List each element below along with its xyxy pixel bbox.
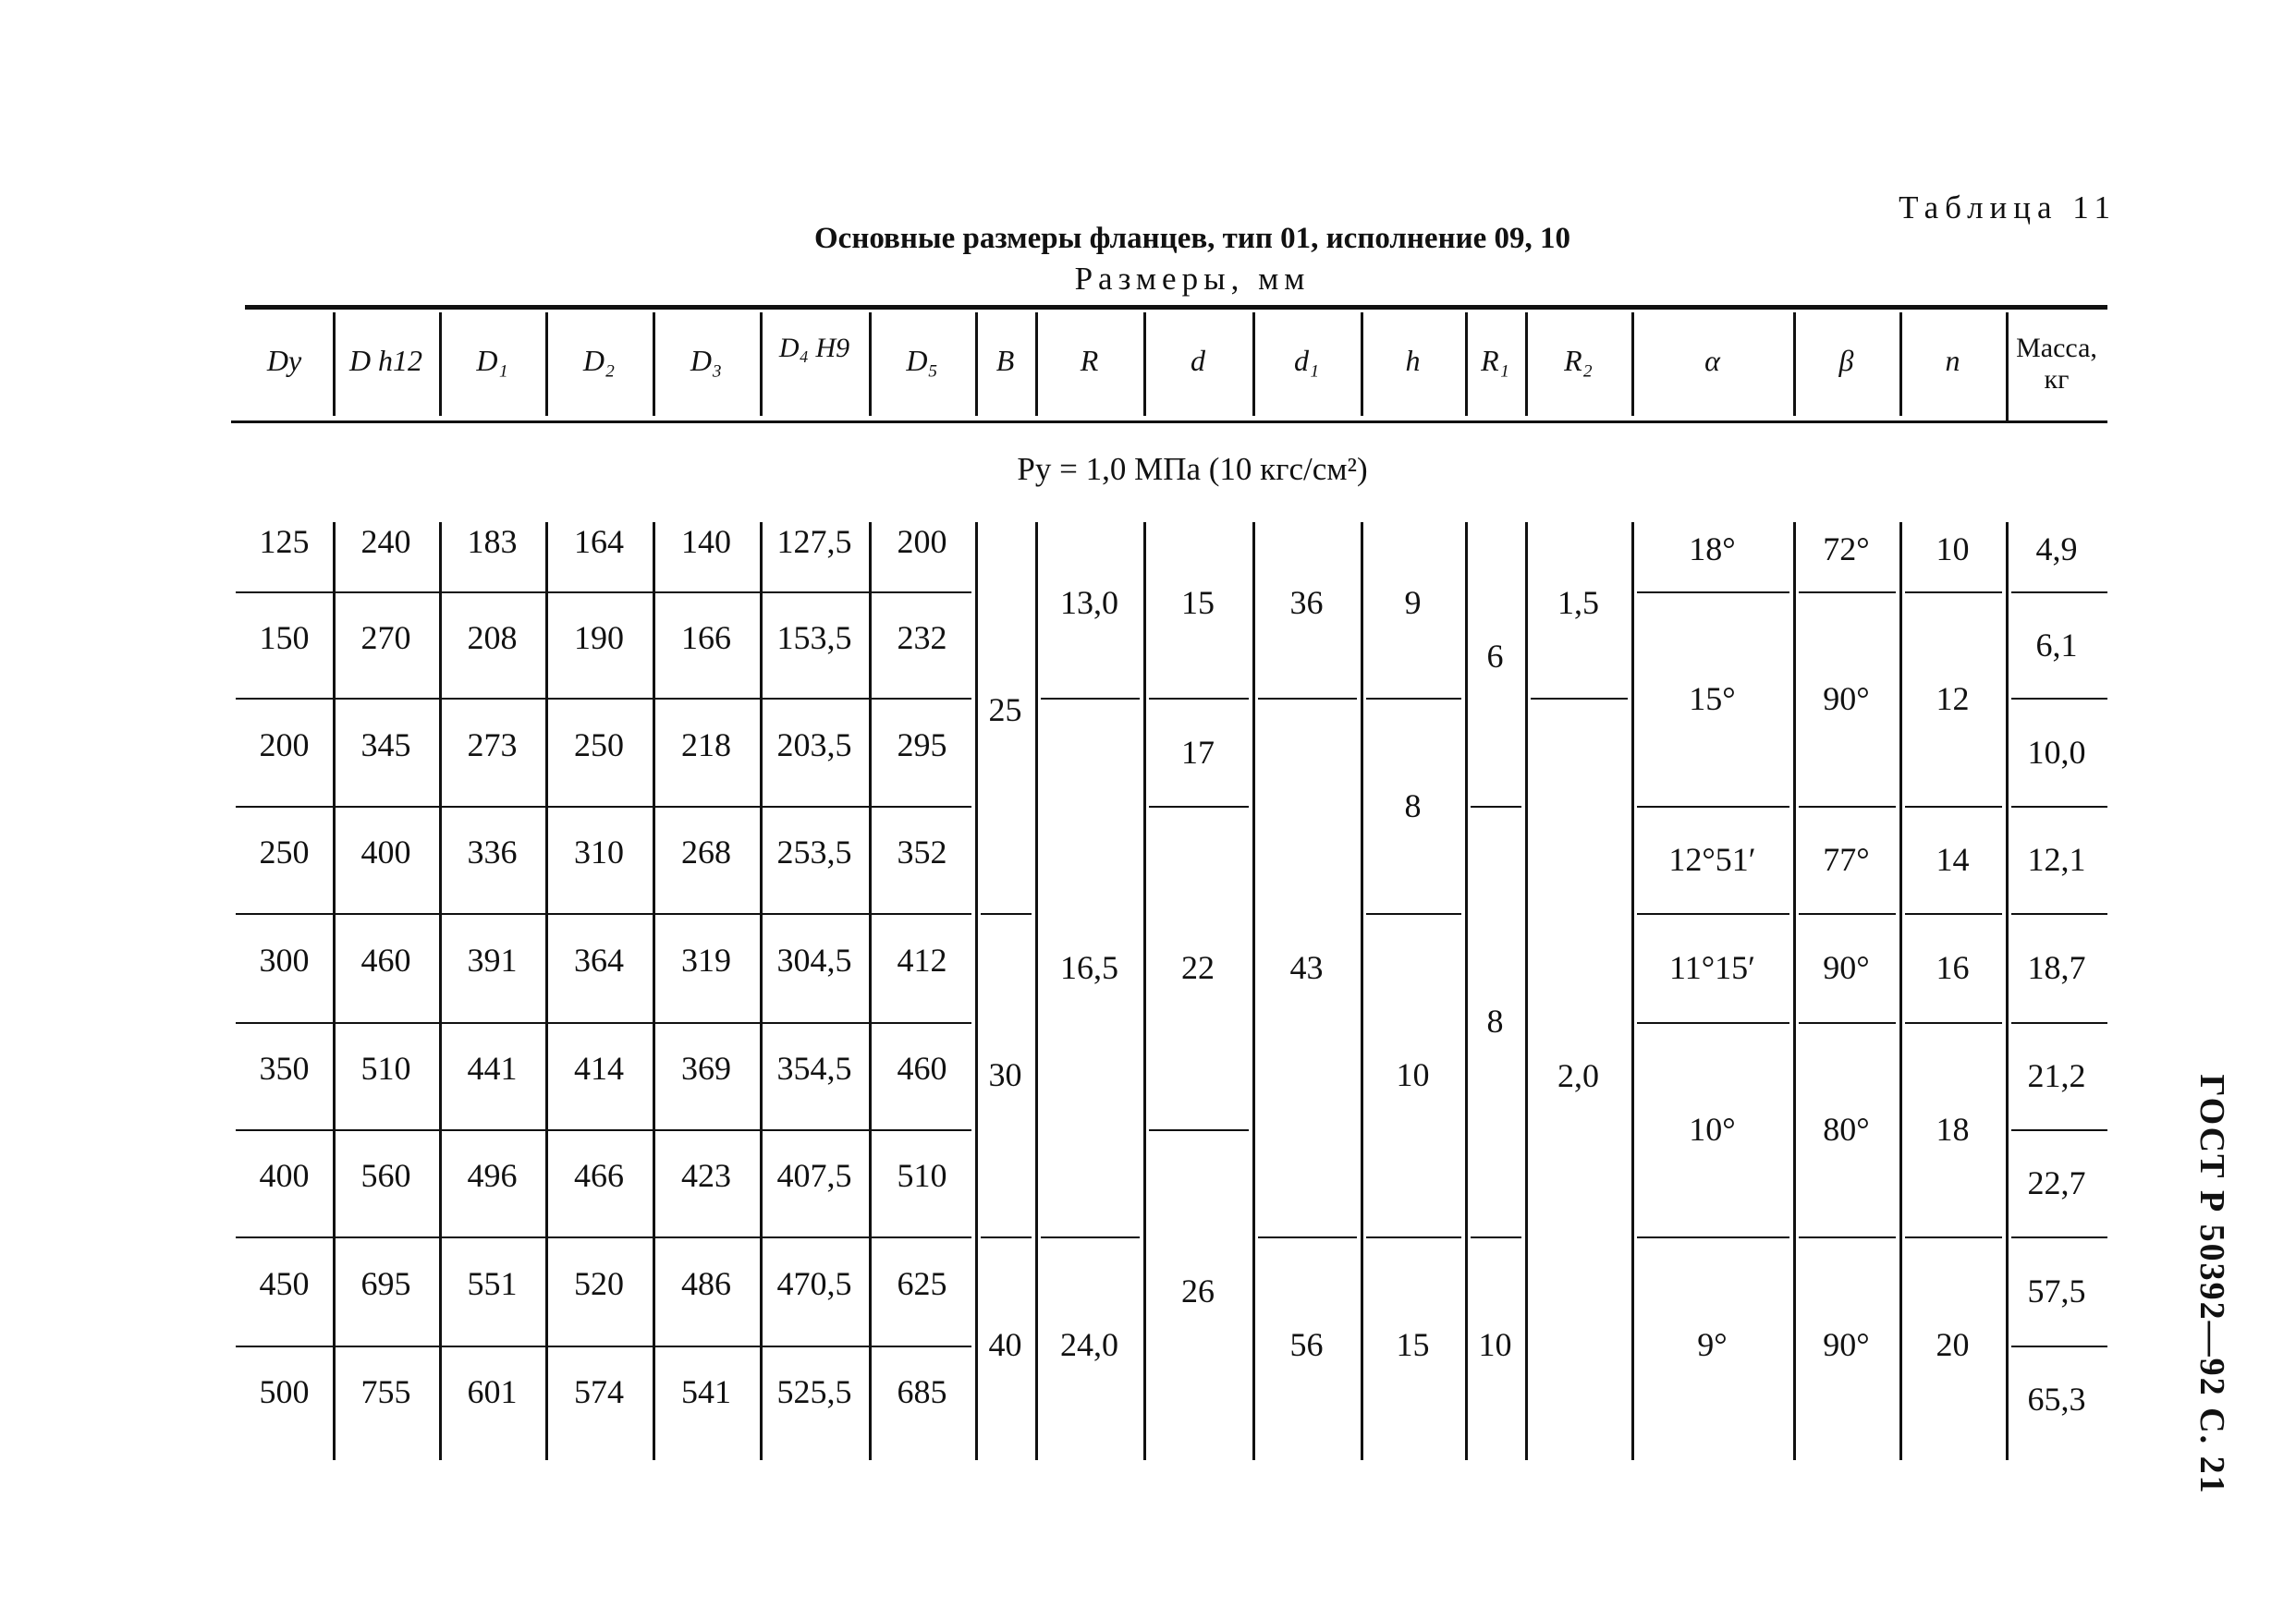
table-column-rule [1899, 522, 1902, 1460]
cell-d5: 685 [897, 1373, 947, 1410]
cell-d3: 369 [681, 1050, 731, 1087]
cell-dy: 125 [259, 523, 310, 560]
cell-beta: 72° [1823, 530, 1870, 567]
cell-d2: 310 [574, 834, 624, 871]
table-rule [2011, 698, 2107, 700]
cell-d4-h9: 354,5 [776, 1050, 852, 1087]
cell-d4-h9: 253,5 [776, 834, 852, 871]
table-rule [236, 698, 971, 700]
table-rule [236, 806, 971, 808]
cell-d2: 466 [574, 1157, 624, 1194]
table-rule [2011, 1236, 2107, 1238]
table-subtitle: Размеры, мм [1074, 261, 1311, 297]
table-column-rule [333, 522, 336, 1460]
cell-beta: 90° [1823, 949, 1870, 986]
cell-d-h12: 240 [360, 523, 411, 560]
table-rule [2011, 591, 2107, 593]
cell-d-h12: 460 [360, 942, 411, 979]
table-rule [1905, 913, 2002, 915]
cell-d4-h9: 470,5 [776, 1265, 852, 1302]
cell-d1-small: 36 [1289, 583, 1324, 621]
cell-dy: 500 [259, 1373, 310, 1410]
cell-r: 24,0 [1060, 1326, 1118, 1363]
cell-n: 16 [1936, 949, 1970, 986]
hdr-d-h12: D h12 [348, 344, 423, 377]
cell-d2: 250 [574, 725, 624, 763]
cell-dy: 300 [259, 942, 310, 979]
table-rule [236, 1346, 971, 1347]
cell-h: 8 [1404, 786, 1422, 824]
hdr-d2: D₂ [582, 344, 616, 377]
cell-d3: 319 [681, 942, 731, 979]
cell-mass: 22,7 [2027, 1164, 2086, 1201]
cell-b: 30 [988, 1056, 1022, 1093]
cell-alpha: 18° [1689, 530, 1736, 567]
cell-b: 40 [988, 1326, 1022, 1363]
table-rule [1471, 806, 1521, 808]
cell-d4-h9: 203,5 [776, 725, 852, 763]
hdr-mass: Масса, кг [2016, 333, 2097, 395]
table-rule [236, 1236, 971, 1238]
cell-d3: 166 [681, 618, 731, 656]
cell-h: 15 [1396, 1326, 1430, 1363]
table-rule [1149, 1129, 1249, 1131]
cell-d-h12: 695 [360, 1265, 411, 1302]
cell-mass: 12,1 [2027, 841, 2086, 878]
cell-mass: 57,5 [2027, 1273, 2086, 1309]
cell-d5: 295 [897, 725, 947, 763]
cell-d-h12: 560 [360, 1157, 411, 1194]
cell-d: 26 [1181, 1273, 1215, 1309]
cell-d1: 441 [467, 1050, 518, 1087]
cell-d1-small: 56 [1289, 1326, 1324, 1363]
cell-d5: 200 [897, 523, 947, 560]
cell-dy: 250 [259, 834, 310, 871]
cell-d3: 541 [681, 1373, 731, 1410]
cell-d: 22 [1181, 949, 1215, 986]
cell-r1: 8 [1486, 1003, 1504, 1040]
table-rule [1799, 1022, 1896, 1024]
cell-d2: 190 [574, 618, 624, 656]
cell-mass: 65,3 [2027, 1381, 2086, 1418]
cell-d5: 460 [897, 1050, 947, 1087]
cell-r2: 1,5 [1557, 583, 1599, 621]
table-column-rule [760, 522, 763, 1460]
hdr-r: R [1080, 344, 1099, 377]
cell-n: 10 [1936, 530, 1970, 567]
table-column-rule [760, 312, 763, 416]
cell-d5: 232 [897, 618, 947, 656]
cell-beta: 90° [1823, 680, 1870, 717]
hdr-b: B [995, 344, 1015, 377]
cell-r: 16,5 [1060, 948, 1118, 986]
table-rule [236, 913, 971, 915]
cell-alpha: 12°51′ [1668, 841, 1756, 878]
cell-alpha: 10° [1689, 1111, 1736, 1148]
cell-d4-h9: 407,5 [776, 1157, 852, 1194]
cell-d2: 364 [574, 942, 624, 979]
table-rule [2011, 1129, 2107, 1131]
table-column-rule [439, 522, 442, 1460]
cell-r1: 6 [1486, 638, 1504, 675]
table-rule [1905, 806, 2002, 808]
cell-n: 12 [1936, 680, 1970, 717]
table-rule [1366, 698, 1461, 700]
cell-d2: 574 [574, 1373, 624, 1410]
cell-d-h12: 755 [360, 1373, 411, 1410]
table-rule [1637, 1022, 1789, 1024]
table-rule [245, 305, 2107, 310]
table-column-rule [869, 522, 872, 1460]
cell-dy: 150 [259, 618, 310, 656]
cell-d4-h9: 304,5 [776, 942, 852, 979]
table-rule [1258, 698, 1357, 700]
cell-d3: 486 [681, 1265, 731, 1302]
table-column-rule [1793, 522, 1796, 1460]
table-column-rule [1035, 522, 1038, 1460]
cell-d1: 208 [467, 618, 518, 656]
cell-mass: 10,0 [2027, 733, 2086, 771]
cell-d1-small: 43 [1289, 948, 1324, 986]
table-rule [1041, 698, 1140, 700]
cell-d-h12: 270 [360, 618, 411, 656]
cell-d3: 140 [681, 523, 731, 560]
table-rule [1905, 1236, 2002, 1238]
table-rule [1149, 806, 1249, 808]
table-rule [1637, 1236, 1789, 1238]
table-rule [1799, 913, 1896, 915]
cell-n: 20 [1936, 1326, 1970, 1363]
cell-d1: 551 [467, 1265, 518, 1302]
hdr-d1: D₁ [476, 344, 508, 377]
table-column-rule [1143, 522, 1146, 1460]
cell-d-h12: 510 [360, 1050, 411, 1087]
cell-d1: 336 [467, 834, 518, 871]
table-rule [1366, 913, 1461, 915]
table-rule [236, 1022, 971, 1024]
table-rule [1905, 1022, 2002, 1024]
cell-d4-h9: 127,5 [776, 523, 852, 560]
hdr-dy: Dу [266, 344, 302, 377]
cell-d2: 520 [574, 1265, 624, 1302]
cell-mass: 4,9 [2035, 530, 2078, 567]
table-rule [1637, 806, 1789, 808]
hdr-beta: β [1838, 344, 1854, 377]
table-rule [981, 1236, 1032, 1238]
table-rule [236, 1129, 971, 1131]
cell-d4-h9: 525,5 [776, 1373, 852, 1410]
table-column-rule [653, 522, 655, 1460]
table-rule [1471, 1236, 1521, 1238]
table-rule [2011, 913, 2107, 915]
cell-alpha: 9° [1697, 1326, 1728, 1363]
cell-d5: 412 [897, 942, 947, 979]
hdr-d3: D₃ [690, 344, 723, 377]
hdr-d1-small: d₁ [1293, 344, 1320, 377]
table-rule [981, 913, 1032, 915]
table-title: Основные размеры фланцев, тип 01, исполнение 09, 10 [814, 222, 1570, 255]
cell-d5: 510 [897, 1157, 947, 1194]
table-rule [2011, 1346, 2107, 1347]
cell-r: 13,0 [1060, 583, 1118, 621]
cell-d1: 273 [467, 725, 518, 763]
table-column-rule [545, 522, 548, 1460]
cell-d3: 268 [681, 834, 731, 871]
cell-mass: 6,1 [2035, 626, 2078, 664]
cell-d5: 625 [897, 1265, 947, 1302]
cell-dy: 400 [259, 1157, 310, 1194]
hdr-d5: D₅ [906, 344, 938, 377]
cell-d1: 496 [467, 1157, 518, 1194]
cell-dy: 200 [259, 725, 310, 763]
cell-alpha: 15° [1689, 680, 1736, 717]
table-rule [1637, 913, 1789, 915]
table-column-rule [1252, 522, 1255, 1460]
table-rule [1799, 591, 1896, 593]
cell-d: 15 [1181, 583, 1215, 621]
cell-alpha: 11°15′ [1669, 949, 1755, 986]
table-rule [1799, 806, 1896, 808]
cell-d2: 414 [574, 1050, 624, 1087]
cell-beta: 90° [1823, 1326, 1870, 1363]
table-rule [1799, 1236, 1896, 1238]
cell-r1: 10 [1478, 1326, 1512, 1363]
cell-r2: 2,0 [1557, 1056, 1599, 1094]
table-rule [236, 591, 971, 593]
cell-d2: 164 [574, 523, 624, 560]
cell-d-h12: 345 [360, 725, 411, 763]
cell-beta: 77° [1823, 841, 1870, 878]
cell-d1: 183 [467, 523, 518, 560]
cell-d1: 601 [467, 1373, 518, 1410]
cell-d: 17 [1181, 733, 1215, 771]
hdr-n: n [1945, 344, 1960, 377]
cell-d-h12: 400 [360, 834, 411, 871]
cell-n: 18 [1936, 1111, 1970, 1148]
hdr-r1: R₁ [1481, 344, 1509, 377]
side-label: ГОСТ Р 50392—92 С. 21 [2192, 1074, 2231, 1495]
cell-d4-h9: 153,5 [776, 618, 852, 656]
table-number: Таблица 11 [1899, 189, 2117, 225]
table-rule [1041, 1236, 1140, 1238]
cell-h: 9 [1404, 583, 1422, 621]
pressure-label: Pу = 1,0 МПа (10 кгс/см²) [1017, 451, 1368, 487]
table-column-rule [1631, 522, 1634, 1460]
hdr-alpha: α [1704, 344, 1720, 377]
hdr-h: h [1405, 344, 1421, 377]
table-rule [1637, 591, 1789, 593]
table-rule [2011, 806, 2107, 808]
cell-d5: 352 [897, 834, 947, 871]
table-rule [1905, 591, 2002, 593]
table-column-rule [1525, 522, 1528, 1460]
table-rule [1149, 698, 1249, 700]
cell-dy: 450 [259, 1265, 310, 1302]
cell-mass: 18,7 [2027, 949, 2086, 986]
cell-d3: 423 [681, 1157, 731, 1194]
cell-beta: 80° [1823, 1111, 1870, 1148]
table-column-rule [1361, 522, 1363, 1460]
table-column-rule [975, 522, 978, 1460]
cell-b: 25 [988, 691, 1022, 728]
table-rule [1531, 698, 1628, 700]
cell-h: 10 [1396, 1056, 1430, 1093]
cell-d3: 218 [681, 725, 731, 763]
cell-d1: 391 [467, 942, 518, 979]
hdr-r2: R₂ [1564, 344, 1593, 377]
table-rule [231, 420, 2107, 423]
table-rule [1258, 1236, 1357, 1238]
cell-n: 14 [1936, 841, 1970, 878]
hdr-d: d [1191, 344, 1205, 377]
table-rule [2011, 1022, 2107, 1024]
cell-dy: 350 [259, 1050, 310, 1087]
cell-mass: 21,2 [2027, 1057, 2086, 1094]
table-rule [1366, 1236, 1461, 1238]
hdr-d4-h9: D₄ H9 [778, 333, 850, 363]
